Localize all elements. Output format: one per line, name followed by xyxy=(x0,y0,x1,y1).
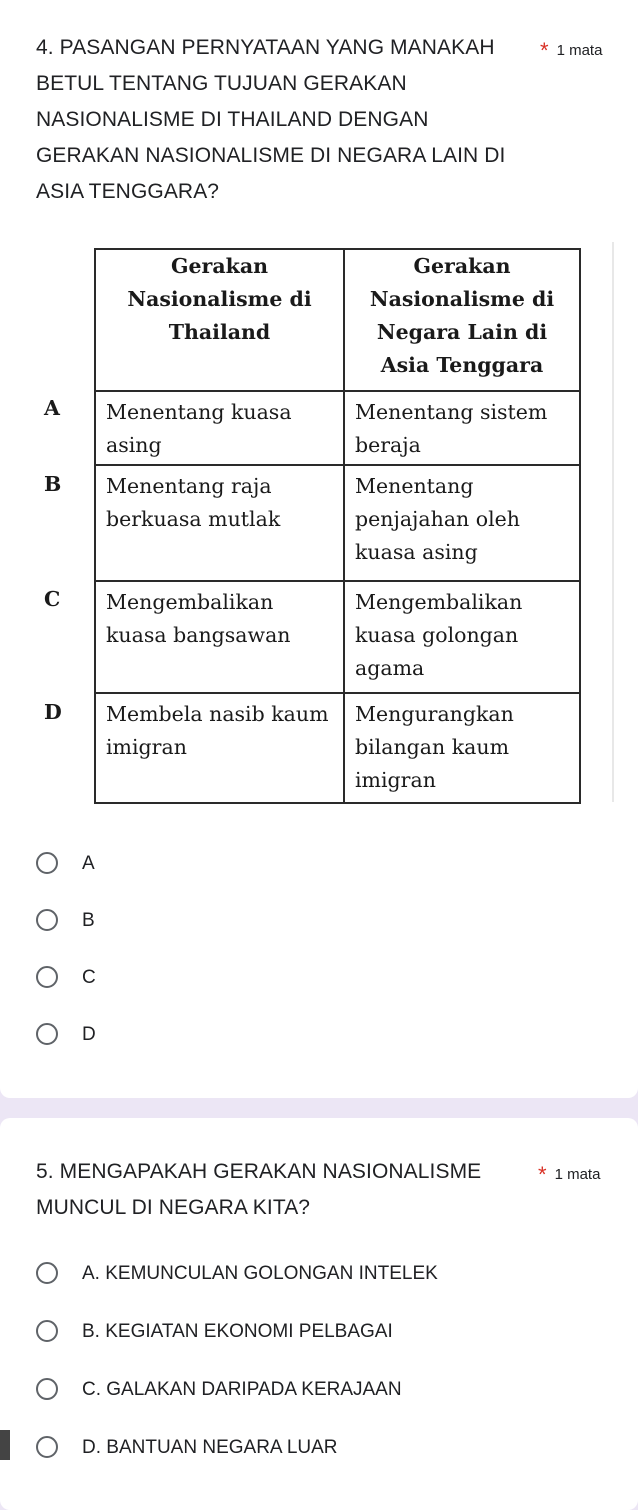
points-value: 1 mata xyxy=(556,42,603,59)
table-cell: Mengembalikan kuasa bangsawan xyxy=(95,581,344,693)
image-edge xyxy=(612,242,614,802)
points-label xyxy=(538,1162,600,1188)
comparison-table xyxy=(94,248,581,804)
radio-icon[interactable] xyxy=(36,852,58,874)
question-title: 4. PASANGAN PERNYATAAN YANG MANAKAH BETUL TENTANG TUJUAN GERAKAN NASIONALISME DI THAILAND DENGAN GERAKAN NASIONALISME DI NEGARA LAIN DI ASIA TENGGARA? xyxy=(36,36,506,203)
radio-icon[interactable] xyxy=(36,1378,58,1400)
table-cell: Menentang raja berkuasa mutlak xyxy=(95,465,344,581)
points-value: 1 mata xyxy=(554,1166,601,1183)
row-letter: B xyxy=(44,472,62,496)
points-label xyxy=(540,38,602,64)
radio-icon[interactable] xyxy=(36,966,58,988)
table-cell: Menentang sistem beraja xyxy=(344,391,580,465)
required-asterisk: * xyxy=(540,38,549,63)
radio-icon[interactable] xyxy=(36,1023,58,1045)
table-header: Gerakan Nasionalisme di Negara Lain di Asia Tenggara xyxy=(344,249,580,391)
row-letter: D xyxy=(44,700,62,724)
radio-icon[interactable] xyxy=(36,1436,58,1458)
question-card-5 xyxy=(0,1118,638,1510)
scroll-marker xyxy=(0,1430,10,1460)
option-label: B. KEGIATAN EKONOMI PELBAGAI xyxy=(82,1321,393,1342)
option-label: C xyxy=(82,967,96,988)
table-header: Gerakan Nasionalisme di Thailand xyxy=(95,249,344,391)
row-letter: A xyxy=(44,396,60,420)
option-label: A. KEMUNCULAN GOLONGAN INTELEK xyxy=(82,1263,438,1284)
option-label: B xyxy=(82,910,95,931)
row-letter: C xyxy=(44,587,61,611)
table-cell: Menentang kuasa asing xyxy=(95,391,344,465)
table-cell: Mengurangkan bilangan kaum imigran xyxy=(344,693,580,803)
option-label: A xyxy=(82,853,95,874)
option-label: D xyxy=(82,1024,96,1045)
table-cell: Menentang penjajahan oleh kuasa asing xyxy=(344,465,580,581)
table-cell: Membela nasib kaum imigran xyxy=(95,693,344,803)
option-label: C. GALAKAN DARIPADA KERAJAAN xyxy=(82,1379,402,1400)
table-cell: Mengembalikan kuasa golongan agama xyxy=(344,581,580,693)
radio-icon[interactable] xyxy=(36,1320,58,1342)
question-title: 5. MENGAPAKAH GERAKAN NASIONALISME MUNCUL DI NEGARA KITA? xyxy=(36,1160,482,1219)
question-image xyxy=(34,242,614,832)
radio-icon[interactable] xyxy=(36,909,58,931)
option-label: D. BANTUAN NEGARA LUAR xyxy=(82,1437,338,1458)
radio-icon[interactable] xyxy=(36,1262,58,1284)
required-asterisk: * xyxy=(538,1162,547,1187)
